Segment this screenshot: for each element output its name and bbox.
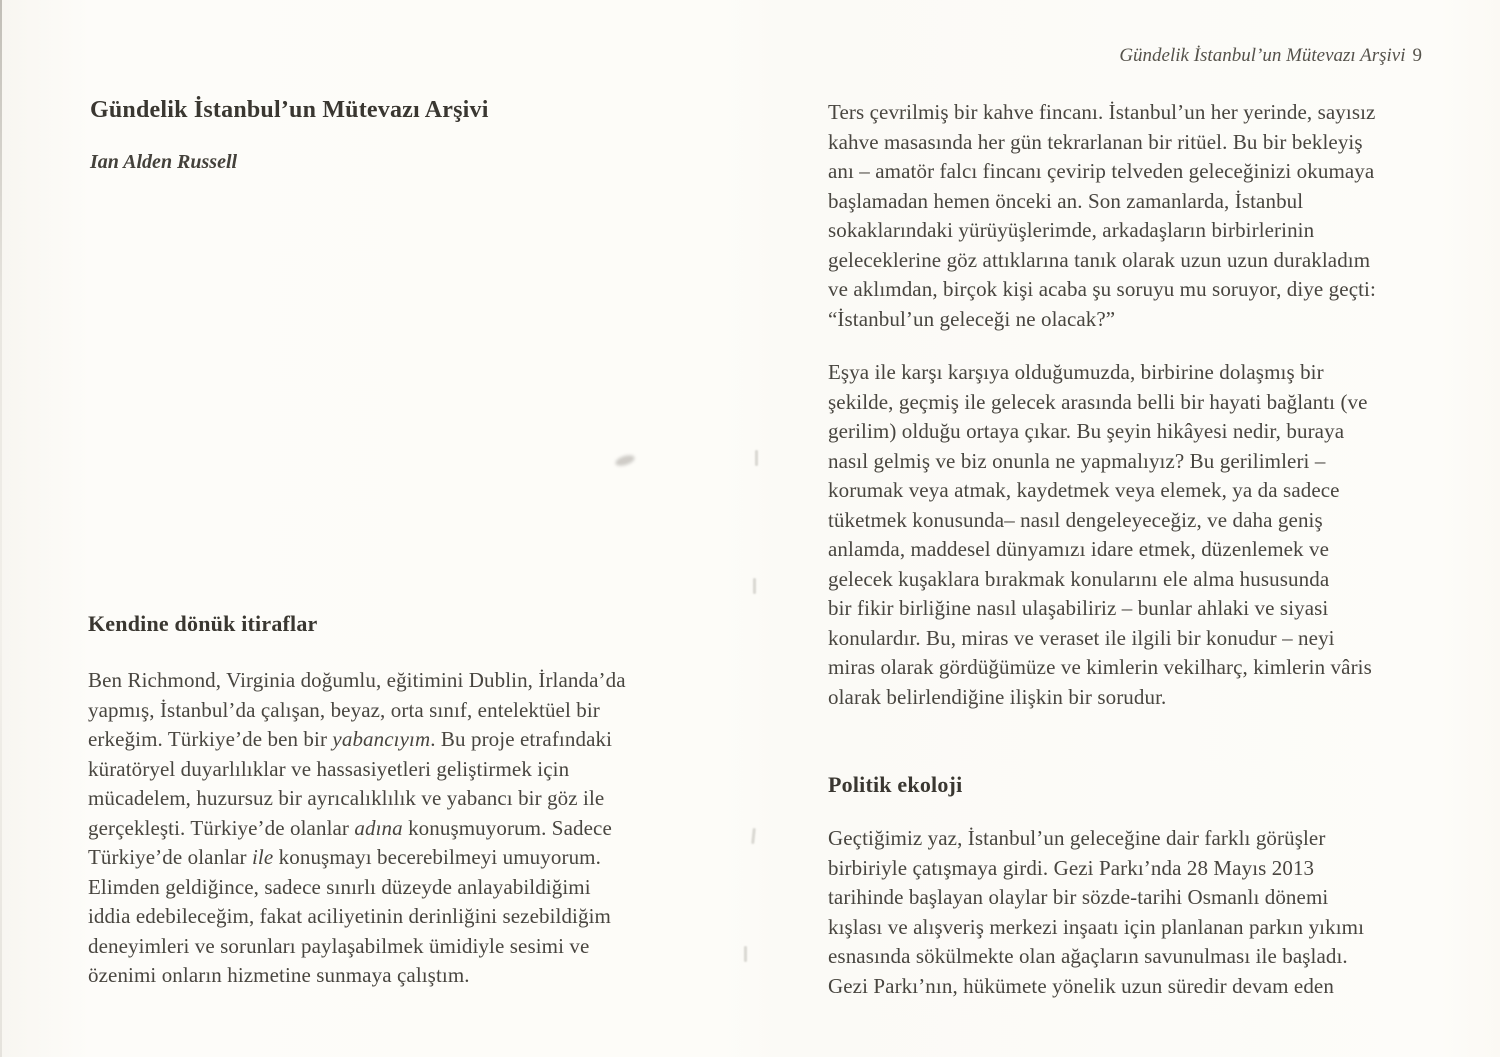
gutter-fold-artifact [744,946,747,962]
gutter-fold-artifact [753,578,756,594]
author-name: Ian Alden Russell [90,151,238,173]
left-page-paragraph: Ben Richmond, Virginia doğumlu, eğitimini Dublin, İrlanda’da yapmış, İstanbul’da çalışan, beyaz, orta sınıf, entelektüel bir erkeğim. Türkiye’de ben bir yabancıyım. Bu proje etrafındaki küratöryel duyarlılıklar ve hassasiyetleri geliştirmek için mücadelem, huzursuz bir ayrıcalıklılık ve yabancı bir göz ile gerçekleşti. Türkiye’de olanlar adına konuşmuyorum. Sadece Türkiye’de olanlar ile konuşmayı becerebilmeyi umuyorum. Elimden geldiğince, sadece sınırlı düzeyde anlayabildiğimi iddia edebileceğim, fakat aciliyetinin derinliğini sezebildiğim deneyimleri ve sorunları paylaşabilmek ümidiyle sesimi ve özenimi onların hizmetine sunmaya çalıştım. [88,668,626,987]
section-heading-politik-ekoloji: Politik ekoloji [828,772,963,797]
scan-smudge-artifact [614,453,636,468]
page-number: 9 [1412,45,1422,66]
running-header-title: Gündelik İstanbul’un Mütevazı Arşivi [1119,45,1406,66]
right-page [750,0,1500,1057]
book-title: Gündelik İstanbul’un Mütevazı Arşivi [90,97,489,123]
gutter-fold-artifact [755,450,758,466]
right-page-paragraph-1: Ters çevrilmiş bir kahve fincanı. İstanbul’un her yerinde, sayısız kahve masasında her gün tekrarlanan bir ritüel. Bu bir bekleyiş anı – amatör falcı fincanı çevirip telveden geleceğinizi okumaya başlamadan hemen önceki an. Son zamanlarda, İstanbul sokaklarındaki yürüyüşlerimde, arkadaşların birbirlerinin geleceklerine göz attıklarına tanık olarak uzun uzun durakladım ve aklımdan, birçok kişi acaba şu soruyu mu soruyor, diye geçti: “İstanbul’un geleceği ne olacak?” [828,100,1376,331]
right-page-paragraph-3: Geçtiğimiz yaz, İstanbul’un geleceğine dair farklı görüşler birbiriyle çatışmaya girdi. Gezi Parkı’nda 28 Mayıs 2013 tarihinde başlayan olaylar bir sözde-tarihi Osmanlı dönemi kışlası ve alışveriş merkezi inşaatı için planlanan parkın yıkımı esnasında sökülmekte olan ağaçların savunulması ile başladı. Gezi Parkı’nın, hükümete yönelik uzun süredir devam eden [828,826,1365,998]
running-header [828,45,1422,67]
section-heading-kendine-donuk-itiraflar: Kendine dönük itiraflar [88,611,318,636]
right-page-paragraph-2: Eşya ile karşı karşıya olduğumuzda, birbirine dolaşmış bir şekilde, geçmiş ile gelecek arasında belli bir hayati bağlantı (ve gerilim) olduğu ortaya çıkar. Bu şeyin hikâyesi nedir, buraya nasıl gelmiş ve biz onunla ne yapmalıyız? Bu gerilimleri – korumak veya atmak, kaydetmek veya elemek, ya da sadece tüketmek konusunda– nasıl dengeleyeceğiz, ve daha geniş anlamda, maddesel dünyamızı idare etmek, düzenlemek ve gelecek kuşaklara bırakmak konularını ele alma hususunda bir fikir birliğine nasıl ulaşabiliriz – bunlar ahlaki ve siyasi konulardır. Bu, miras ve veraset ile ilgili bir konudur – neyi miras olarak gördüğümüze ve kimlerin vekilharç, kimlerin vâris olarak belirlendiğine ilişkin bir sorudur. [828,360,1372,709]
